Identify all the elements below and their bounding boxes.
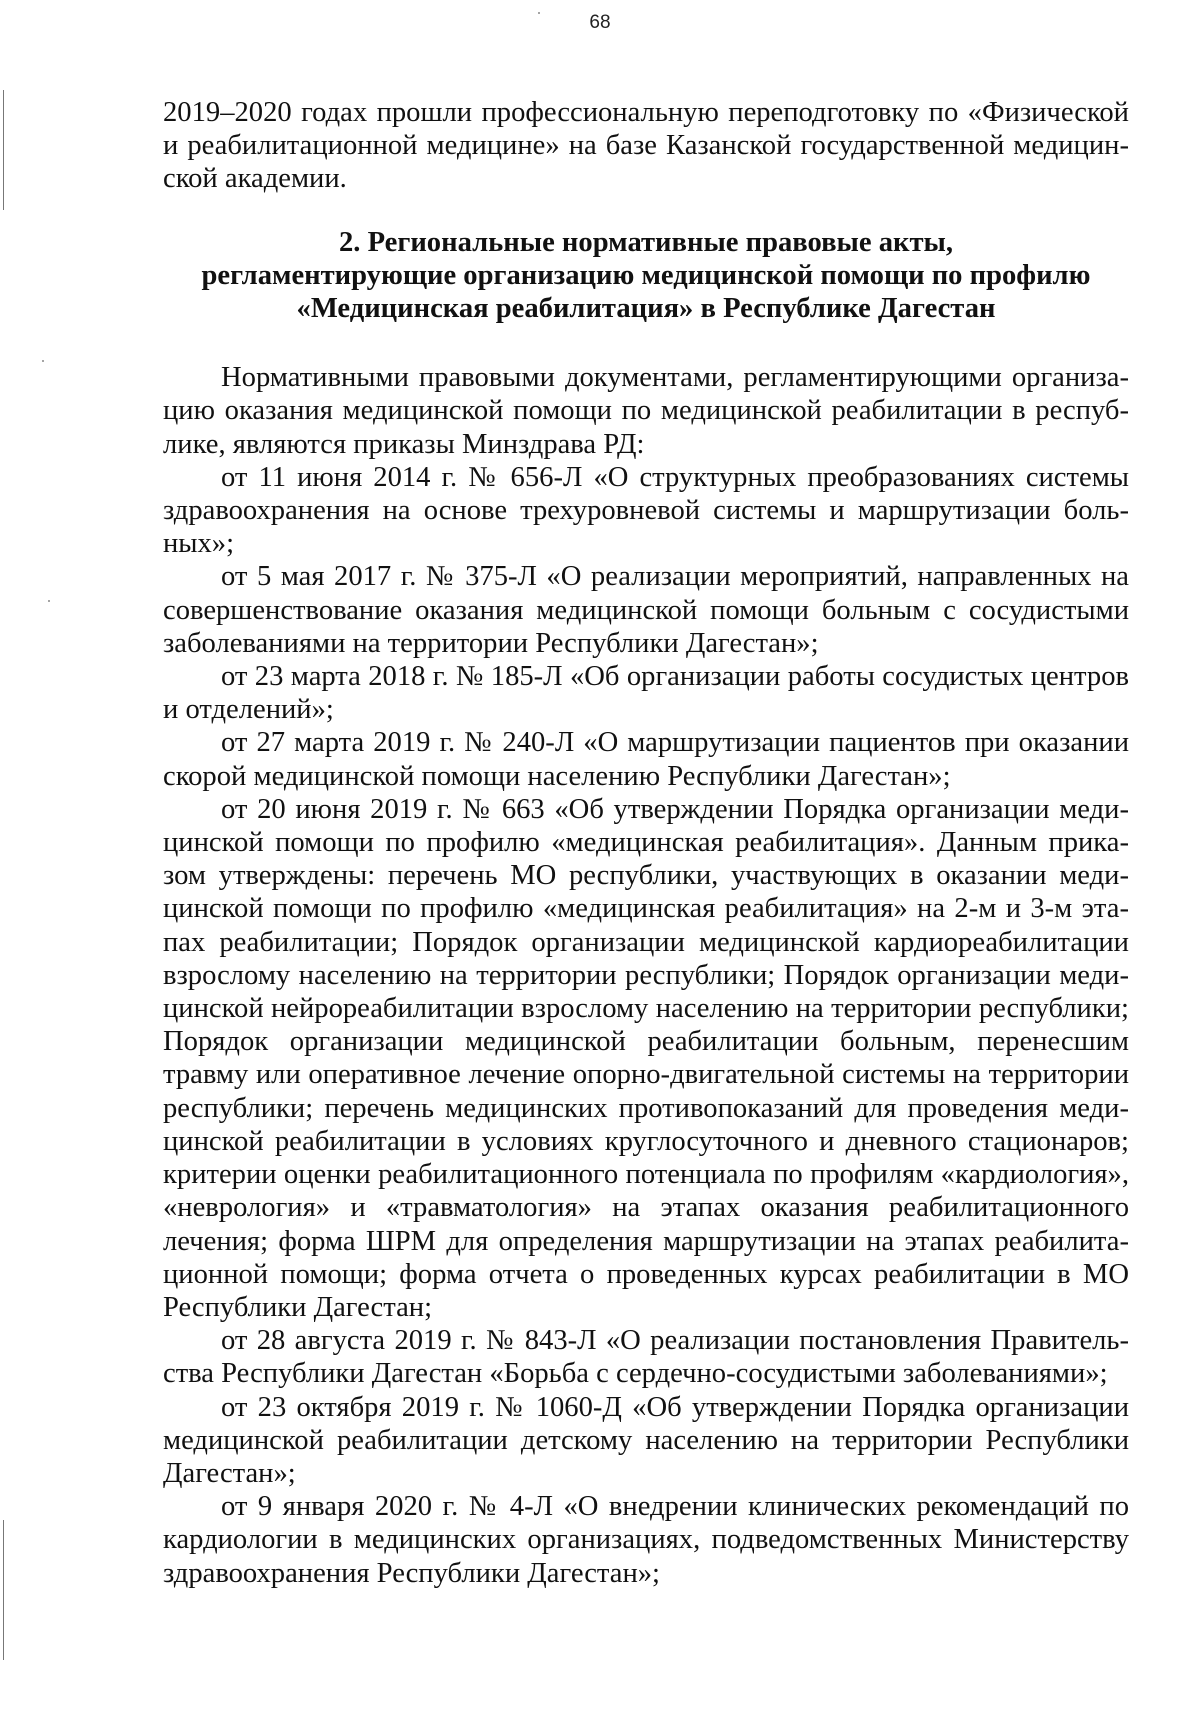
section-heading-line: регламентирующие организацию медицинской помощи по профилю — [201, 259, 1091, 291]
intro-paragraph: 2019–2020 годах прошли профессиональную переподготовку по «Физической и реабилитационной медицине» на базе Казанской государственной медицинской академии. — [163, 97, 1129, 195]
order-paragraph: от 5 мая 2017 г. № 375-Л «О реализации мероприятий, направленных на совершенствование оказания медицинской помощи больным с сосудистыми заболеваниями на территории Республики Дагестан»; — [163, 561, 1129, 659]
scan-speck — [48, 600, 50, 602]
page-body — [163, 96, 1129, 1590]
lead-paragraph: Нормативными правовыми документами, регламентирующими организацию оказания медицинской помощи по медицинской реабилитации в республике, являются приказы Минздрава РД: — [163, 362, 1129, 460]
order-paragraph: от 27 марта 2019 г. № 240-Л «О маршрутизации пациентов при оказании скорой медицинской помощи населению Республики Дагестан»; — [163, 727, 1129, 792]
page-number: 68 — [589, 12, 611, 33]
order-paragraph: от 28 августа 2019 г. № 843-Л «О реализации постановления Правительства Республики Дагестан «Борьба с сердечно-сосудистыми заболеваниями»; — [163, 1325, 1129, 1390]
order-paragraph: от 20 июня 2019 г. № 663 «Об утверждении Порядка организации медицинской помощи по профилю «медицинская реабилитация». Данным приказом утверждены: перечень МО республики, участвующих в оказании медицинской помощи по профилю «медицинская реабилитация» на 2-м и 3-м этапах реабилитации; Порядок организации медицинской кардиореабилитации взрослому населению на территории республики; Порядок организации медицинской нейрореабилитации взрослому населению на территории республики; Порядок организации медицинской реабилитации больным, перенесшим травму или оперативное лечение опорно-двигательной системы на территории республики; перечень медицинских противопоказаний для проведения медицинской реабилитации в условиях круглосуточного и дневного стационаров; критерии оценки реабилитационного потенциала по профилям «кардиология», «неврология» и «травматология» на этапах оказания реабилитационного лечения; форма ШРМ для определения маршрутизации на этапах реабилитационной помощи; форма отчета о проведенных курсах реабилитации в МО Республики Дагестан; — [163, 793, 1129, 1323]
order-paragraph: от 23 марта 2018 г. № 185-Л «Об организации работы сосудистых центров и отделений»; — [163, 661, 1129, 726]
order-paragraph: от 9 января 2020 г. № 4-Л «О внедрении клинических рекомендаций по кардиологии в медицинских организациях, подведомственных Министерству здравоохранения Республики Дагестан»; — [163, 1491, 1129, 1589]
scan-speck — [42, 360, 44, 362]
scan-edge-line — [3, 1520, 4, 1660]
order-paragraph: от 11 июня 2014 г. № 656-Л «О структурных преобразованиях системы здравоохранения на основе трехуровневой системы и маршрутизации больных»; — [163, 461, 1129, 560]
section-heading-line: 2. Региональные нормативные правовые акты, — [338, 226, 954, 258]
section-heading-line: «Медицинская реабилитация» в Республике Дагестан — [296, 293, 996, 325]
scan-edge-line — [3, 90, 4, 210]
order-paragraph: от 23 октября 2019 г. № 1060-Д «Об утверждении Порядка организации медицинской реабилитации детскому населению на территории Республики Дагестан»; — [163, 1391, 1129, 1489]
section-heading — [163, 226, 1129, 326]
